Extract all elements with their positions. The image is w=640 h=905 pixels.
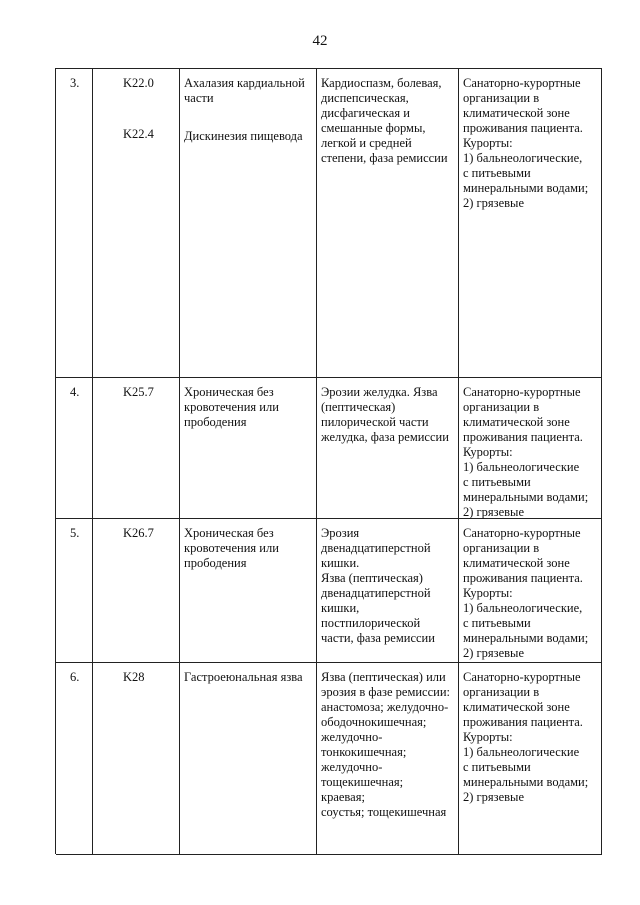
resort-cell	[459, 519, 602, 662]
resort-cell	[459, 69, 602, 377]
disease-form: Кардиоспазм, болевая, диспепсическая, дисфагическая и смешанные формы, легкой и средней степени, фаза ремиссии	[321, 76, 448, 165]
resort-text: Санаторно-курортные организации в климатической зоне проживания пациента. Курорты: 1) бальнеологические с питьевыми минеральными водами; 2) грязевые	[463, 670, 589, 804]
disease-name-secondary: Дискинезия пищевода	[184, 129, 303, 143]
disease-form: Эрозии желудка. Язва (пептическая) пилорической части желудка, фаза ремиссии	[321, 385, 449, 444]
table-row	[56, 663, 602, 855]
disease-form-cell	[317, 519, 459, 662]
resort-text: Санаторно-курортные организации в климатической зоне проживания пациента. Курорты: 1) бальнеологические с питьевыми минеральными водами; 2) грязевые	[463, 385, 589, 519]
resort-indications-table	[55, 68, 602, 854]
resort-text: Санаторно-курортные организации в климатической зоне проживания пациента. Курорты: 1) бальнеологические, с питьевыми минеральными водами; 2) грязевые	[463, 526, 589, 660]
page-number: 42	[312, 33, 328, 49]
row-number-cell: 5.	[56, 519, 93, 662]
disease-name: Хроническая без кровотечения или прободения	[184, 526, 279, 570]
row-number-cell: 6.	[56, 663, 93, 854]
icd-code: K25.7	[123, 385, 154, 399]
disease-name: Хроническая без кровотечения или прободения	[184, 385, 279, 429]
disease-name: Ахалазия кардиальной части	[184, 76, 305, 105]
disease-name-cell	[180, 69, 317, 377]
disease-name-cell	[180, 378, 317, 518]
disease-form: Язва (пептическая) или эрозия в фазе ремиссии: анастомоза; желудочно- ободочнокишечная; желудочно- тонкокишечная; желудочно- тощекишечная; краевая; соустья; тощекишечная	[321, 670, 450, 819]
row-number-cell: 4.	[56, 378, 93, 518]
icd-code: K22.0	[123, 76, 154, 90]
icd-code-cell	[93, 69, 180, 377]
table-row	[56, 519, 602, 663]
row-number-cell: 3.	[56, 69, 93, 377]
disease-form-cell	[317, 663, 459, 854]
icd-code-secondary: K22.4	[123, 127, 154, 141]
icd-code-cell	[93, 378, 180, 518]
disease-form: Эрозия двенадцатиперстной кишки. Язва (пептическая) двенадцатиперстной кишки, постпилорической части, фаза ремиссии	[321, 526, 435, 645]
icd-code-cell	[93, 519, 180, 662]
resort-cell	[459, 663, 602, 854]
icd-code: K28	[123, 670, 145, 684]
disease-name-cell	[180, 663, 317, 854]
resort-text: Санаторно-курортные организации в климатической зоне проживания пациента. Курорты: 1) бальнеологические, с питьевыми минеральными водами; 2) грязевые	[463, 76, 589, 210]
disease-form-cell	[317, 378, 459, 518]
disease-name: Гастроеюнальная язва	[184, 670, 303, 684]
icd-code-cell	[93, 663, 180, 854]
resort-cell	[459, 378, 602, 518]
table-row	[56, 378, 602, 519]
table-row	[56, 69, 602, 378]
disease-name-cell	[180, 519, 317, 662]
icd-code: K26.7	[123, 526, 154, 540]
disease-form-cell	[317, 69, 459, 377]
